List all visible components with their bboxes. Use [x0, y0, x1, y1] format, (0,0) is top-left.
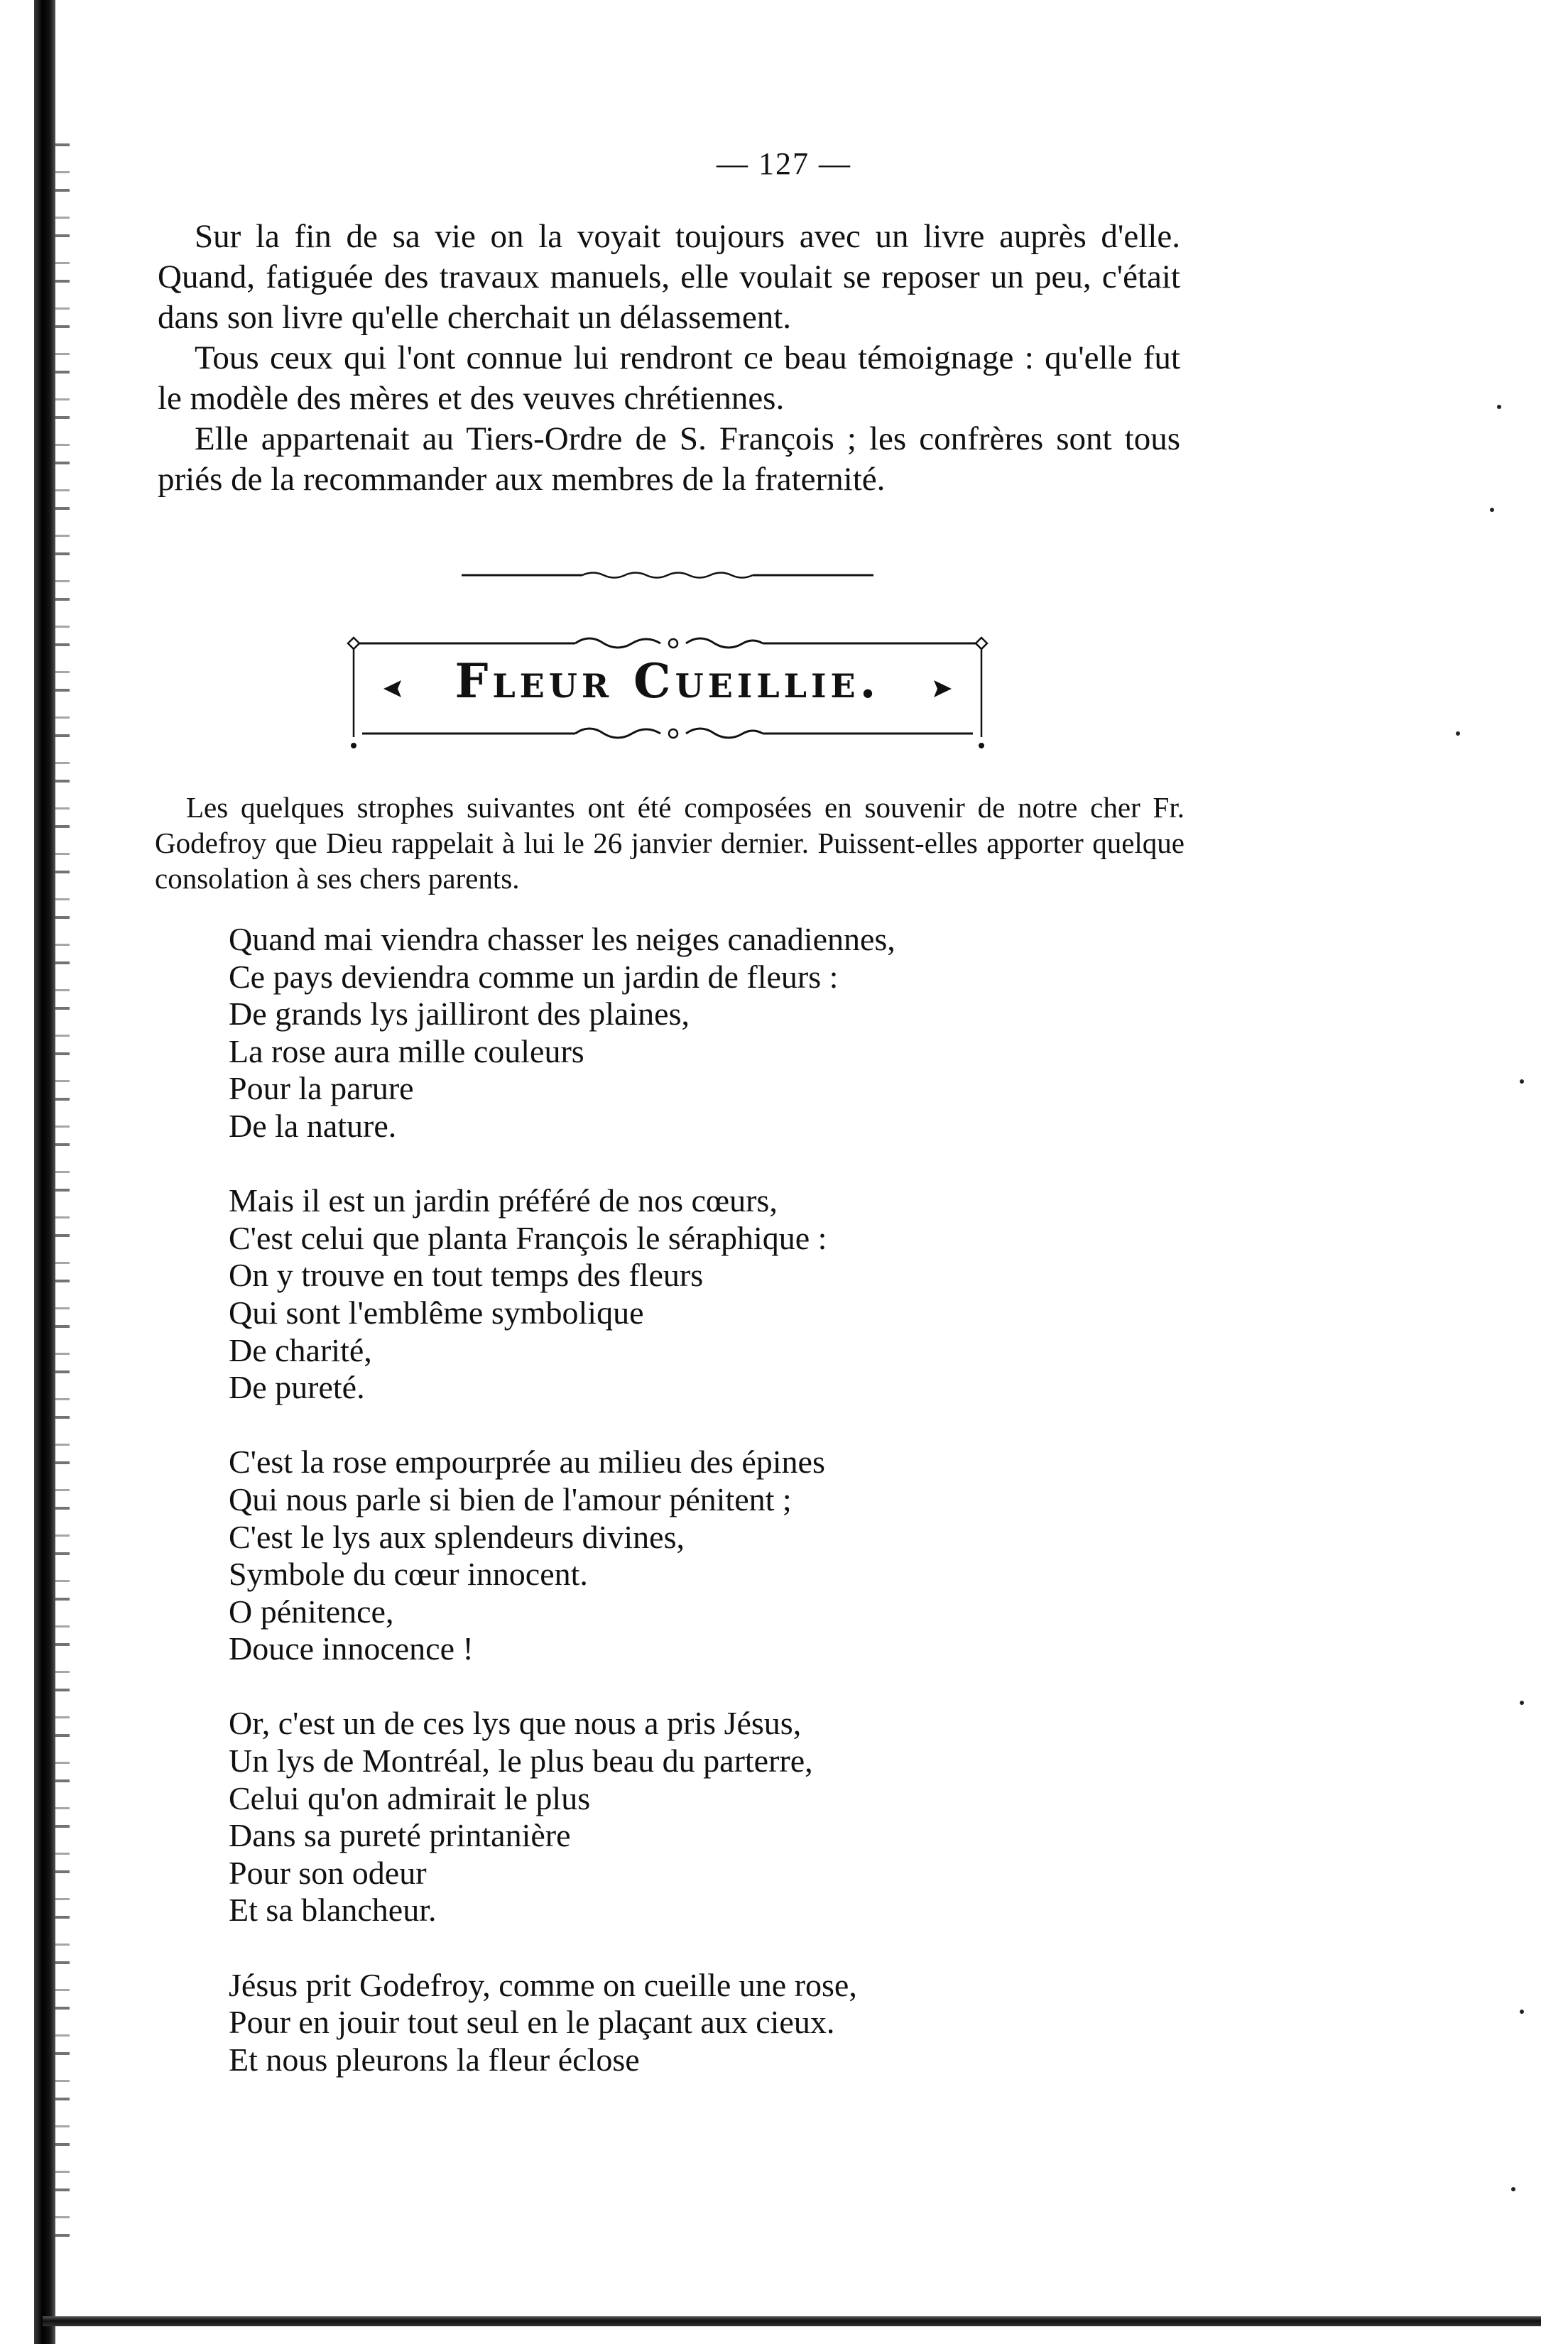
- page-number: — 127 —: [717, 146, 851, 181]
- poem: [229, 921, 1152, 2116]
- poem-line: De charité,: [229, 1331, 372, 1368]
- poem-line: O pénitence,: [229, 1593, 394, 1630]
- page-speck: [1456, 731, 1460, 736]
- poem-stanza: [229, 1182, 1152, 1407]
- poem-line: Quand mai viendra chasser les neiges canadiennes,: [229, 921, 895, 957]
- poem-stanza: [229, 1444, 1152, 1668]
- poem-line: Ce pays deviendra comme un jardin de fleurs :: [229, 958, 839, 995]
- poem-line: Et nous pleurons la fleur éclose: [229, 2041, 640, 2078]
- obituary-text: [158, 217, 1180, 500]
- obituary-paragraph: Elle appartenait au Tiers-Ordre de S. François ; les confrères sont tous priés de la recommander aux membres de la fraternité.: [158, 420, 1180, 498]
- poem-line: Pour en jouir tout seul en le plaçant aux cieux.: [229, 2004, 835, 2041]
- obituary-paragraph: Sur la fin de sa vie on la voyait toujours avec un livre auprès d'elle. Quand, fatiguée des travaux manuels, elle voulait se reposer un peu, c'était dans son livre qu'elle cherchait un délassement.: [158, 218, 1180, 336]
- poem-line: Or, c'est un de ces lys que nous a pris Jésus,: [229, 1705, 802, 1742]
- heading-ornament-frame: [334, 631, 1001, 757]
- poem-stanza: [229, 921, 1152, 1145]
- poem-line: Pour la parure: [229, 1070, 414, 1107]
- page-speck: [1520, 2010, 1524, 2014]
- ornamental-separator: [462, 565, 873, 589]
- page-speck: [1520, 1701, 1524, 1705]
- intro-paragraph: Les quelques strophes suivantes ont été composées en souvenir de notre cher Fr. Godefroy que Dieu rappelait à lui le 26 janvier dernier. Puissent-elles apporter quelque consolation à ses chers parents.: [155, 791, 1185, 895]
- poem-line: C'est le lys aux splendeurs divines,: [229, 1518, 685, 1555]
- page-speck: [1511, 2187, 1515, 2191]
- poem-line: C'est la rose empourprée au milieu des épines: [229, 1444, 825, 1481]
- poem-line: Celui qu'on admirait le plus: [229, 1779, 591, 1816]
- poem-stanza: [229, 1967, 1152, 2079]
- page-speck: [1490, 508, 1494, 512]
- book-binding-edge: [34, 0, 55, 2344]
- poem-line: C'est celui que planta François le séraphique :: [229, 1219, 827, 1256]
- poem-line: De la nature.: [229, 1107, 397, 1144]
- poem-line: Qui nous parle si bien de l'amour pénitent ;: [229, 1481, 792, 1517]
- poem-line: De grands lys jailliront des plaines,: [229, 996, 690, 1032]
- poem-introduction: [155, 790, 1185, 896]
- page-bottom-edge: [43, 2316, 1541, 2326]
- poem-line: Qui sont l'emblême symbolique: [229, 1294, 644, 1331]
- poem-line: Symbole du cœur innocent.: [229, 1556, 588, 1593]
- poem-line: On y trouve en tout temps des fleurs: [229, 1257, 704, 1294]
- poem-stanza: [229, 1705, 1152, 1929]
- page-speck: [1520, 1079, 1524, 1084]
- poem-line: Un lys de Montréal, le plus beau du parterre,: [229, 1743, 813, 1779]
- poem-line: Jésus prit Godefroy, comme on cueille une rose,: [229, 1966, 857, 2003]
- poem-line: De pureté.: [229, 1369, 365, 1406]
- obituary-paragraph: Tous ceux qui l'ont connue lui rendront ce beau témoignage : qu'elle fut le modèle des mères et des veuves chrétiennes.: [158, 339, 1180, 417]
- binding-speckle: [55, 128, 70, 2258]
- poem-line: Douce innocence !: [229, 1630, 474, 1667]
- poem-line: Mais il est un jardin préféré de nos cœurs,: [229, 1182, 778, 1219]
- poem-line: Pour son odeur: [229, 1854, 427, 1891]
- page-speck: [1497, 405, 1501, 409]
- poem-title: Fleur Cueillie.: [454, 653, 881, 709]
- poem-line: La rose aura mille couleurs: [229, 1032, 584, 1069]
- poem-line: Et sa blancheur.: [229, 1892, 437, 1929]
- poem-line: Dans sa pureté printanière: [229, 1817, 571, 1854]
